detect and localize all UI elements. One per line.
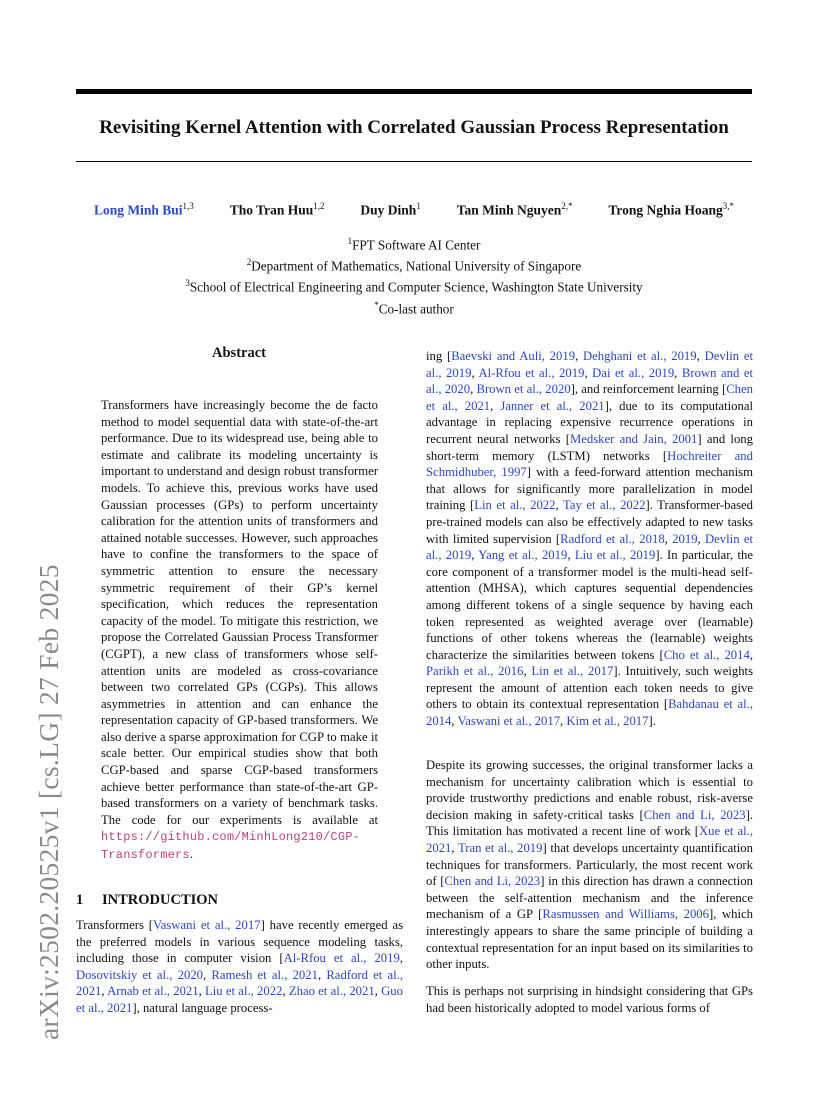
body-text: ,	[282, 984, 289, 999]
citation-link[interactable]: Baevski and Auli, 2019	[451, 349, 576, 363]
citation-link[interactable]: Liu et al., 2022	[205, 984, 283, 999]
body-text: ,	[696, 349, 705, 363]
body-text: ,	[451, 714, 458, 729]
author-name: Tho Tran Huu	[229, 202, 314, 218]
citation-link[interactable]: Radford et al., 2021	[76, 967, 404, 999]
body-text: ,	[749, 647, 753, 662]
section-heading-introduction	[76, 892, 218, 909]
citation-link[interactable]: Al-Rfou et al., 2019	[283, 951, 400, 966]
abstract-body: Transformers have increasingly become the de facto method to model sequential data with state-of-the-art performance. Due to its widespread use, being able to estimate and calibrate its modeling uncertainty is important to understand and design robust transformer models. To achieve this, previous works have used Gaussian processes (GPs) to perform uncertainty calibration for the attention units of transformers and attained notable successes. However, such approaches have to confine the transformers to the space of symmetric attention to ensure the necessary symmetric requirement of their GP’s kernel specification, which reduces the representation capacity of the model. To mitigate this restriction, we propose the Correlated Gaussian Process Transformer (CGPT), a new class of transformers whose self-attention units are modeled as cross-covariance between two correlated GPs (CGPs). This allows asymmetries in attention and can enhance the representation capacity of GP-based transformers. We also derive a sparse approximation for CGP to make it scale better. Our empirical studies show that both CGP-based and sparse CGP-based transformers achieve better performance than state-of-the-art GP-based transformers on a variety of benchmark tasks. The code for our experiments is available at	[101, 398, 378, 827]
body-text: ,	[451, 840, 458, 855]
body-text: ,	[555, 498, 563, 513]
body-text: ,	[101, 984, 108, 999]
body-text: ] that develops uncertainty quantification techniques for transformers. Particularly, the most recent work of [	[426, 840, 753, 889]
citation-link[interactable]: Dehghani et al., 2019	[583, 349, 697, 363]
body-text: ,	[203, 967, 212, 982]
citation-link[interactable]: Guo et al., 2021	[76, 984, 403, 1015]
author-name: Trong Nghia Hoang	[608, 202, 723, 218]
citation-link[interactable]: Chen and Li, 2023	[643, 807, 746, 822]
citation-link[interactable]: Devlin et al., 2019	[426, 349, 754, 380]
body-text: ,	[664, 531, 673, 546]
body-text: ] have recently emerged as the preferred models in various sequence modeling tasks, including those in computer vision [	[76, 918, 404, 966]
citation-link[interactable]: Zhao et al., 2021	[288, 984, 375, 999]
paper-title: Revisiting Kernel Attention with Correlated Gaussian Process Representation	[99, 117, 729, 138]
arxiv-stamp: arXiv:2502.20525v1 [cs.LG] 27 Feb 2025	[33, 564, 64, 1040]
intro-paragraph-1	[76, 917, 403, 1017]
affiliation-mark: *	[374, 299, 379, 310]
section-title: INTRODUCTION	[102, 892, 219, 908]
citation-link[interactable]: Vaswani et al., 2017	[152, 918, 261, 932]
citation-link[interactable]: Lin et al., 2017	[531, 664, 614, 679]
author-name: Duy Dinh	[360, 202, 417, 218]
citation-link[interactable]: Ramesh et al., 2021	[211, 967, 318, 982]
author-affiliation-mark: 1,3	[182, 201, 194, 211]
body-text: ,	[490, 398, 501, 413]
body-text: ], and reinforcement learning [	[570, 382, 727, 397]
body-text: ], due to its computational advantage in replacing expensive recurrence operations in recurrent neural networks [	[426, 398, 753, 446]
citation-link[interactable]: Brown et al., 2020	[476, 382, 571, 397]
abstract-end: .	[189, 847, 193, 862]
body-text: ]. In particular, the core component of a transformer model is the multi-head self-attention (MHSA), which captures sequential dependencies among different tokens of a single sequence by having each token represented as weighted average over (learnable) functions of other tokens whereas the (learnable) weights characterize the similarities between tokens [	[426, 548, 753, 662]
affiliation-line	[76, 275, 752, 296]
affiliation-text: FPT Software AI Center	[352, 237, 481, 253]
affiliation-mark: 2	[246, 257, 252, 268]
affiliation-text: Department of Mathematics, National University of Singapore	[251, 258, 582, 274]
section-number: 1	[76, 892, 84, 908]
body-text: ,	[697, 531, 706, 546]
body-text: ,	[374, 984, 382, 999]
citation-link[interactable]: Xue et al., 2021	[426, 824, 754, 855]
citation-link[interactable]: Al-Rfou et al., 2019	[478, 365, 585, 380]
citation-link[interactable]: Tran et al., 2019	[457, 840, 543, 855]
affiliation-mark: 1	[347, 236, 353, 246]
body-text: ,	[470, 382, 477, 397]
citation-link[interactable]: Rasmussen and Williams, 2006	[542, 907, 709, 922]
affiliation-line	[76, 233, 752, 254]
body-text: ]. Transformer-based pre-trained models can also be effectively adapted to new tasks with limited supervision [	[426, 498, 753, 546]
citation-link[interactable]: Liu et al., 2019	[574, 548, 656, 563]
citation-link[interactable]: 2019	[672, 531, 698, 546]
author	[230, 201, 325, 219]
citation-link[interactable]: Tay et al., 2022	[562, 498, 646, 513]
citation-link[interactable]: Medsker and Jain, 2001	[569, 431, 698, 446]
citation-link[interactable]: Yang et al., 2019	[478, 548, 568, 563]
abstract-text	[101, 397, 378, 864]
body-text: Transformers [	[76, 918, 153, 932]
body-text: ,	[584, 365, 593, 380]
body-text: ing [	[426, 349, 452, 363]
author	[360, 201, 420, 219]
author-affiliation-mark: 2,*	[561, 201, 573, 211]
top-rule	[76, 89, 752, 94]
affiliation-text: Co-last author	[378, 300, 454, 316]
author-name: Long Minh Bui	[94, 202, 183, 218]
body-text: ,	[471, 548, 479, 563]
body-text: ,	[198, 984, 206, 999]
body-text: ] and long short-term memory (LSTM) networks [	[426, 431, 753, 463]
body-text: ,	[575, 349, 583, 363]
citation-link[interactable]: Lin et al., 2022	[474, 498, 556, 513]
citation-link[interactable]: Janner et al., 2021	[500, 398, 605, 413]
citation-link[interactable]: Chen et al., 2021	[426, 382, 753, 413]
author-affiliation-mark: 1	[416, 201, 421, 211]
author-list	[76, 201, 752, 219]
body-text: ,	[567, 548, 575, 563]
body-text: ,	[471, 365, 479, 380]
right-paragraph-1	[426, 348, 753, 730]
body-text: Despite its growing successes, the original transformer lacks a mechanism for uncertainty calibration which is essential to provide trustworthy predictions and enable robust, risk-averse decision making in safety-critical tasks [	[426, 758, 753, 822]
code-link[interactable]: https://github.com/MinhLong210/CGP-Transformers	[101, 830, 361, 863]
author-name: Tan Minh Nguyen	[456, 202, 562, 218]
title-bottom-rule	[76, 161, 752, 162]
citation-link[interactable]: Cho et al., 2014	[663, 647, 750, 662]
body-text: This is perhaps not surprising in hindsight considering that GPs had been historically adopted to model various forms of	[426, 984, 753, 1015]
citation-link[interactable]: Bahdanau et al., 2014	[426, 697, 753, 729]
citation-link[interactable]: Dai et al., 2019	[592, 365, 675, 380]
body-text: ,	[560, 714, 567, 729]
citation-link[interactable]: Chen and Li, 2023	[444, 874, 541, 889]
body-text: ] with a feed-forward attention mechanism that allows for significantly more parallelization in model training [	[426, 465, 753, 513]
body-text: ,	[317, 967, 327, 982]
author	[94, 201, 194, 219]
author	[608, 201, 734, 219]
citation-link[interactable]: Devlin et al., 2019	[426, 531, 754, 563]
citation-link[interactable]: Dosovitskiy et al., 2020	[76, 967, 204, 982]
body-text: ,	[523, 664, 532, 679]
citation-link[interactable]: Arnab et al., 2021	[107, 984, 199, 999]
citation-link[interactable]: Brown and et al., 2020	[426, 365, 754, 397]
body-text: ], natural language process-	[132, 1000, 273, 1015]
citation-link[interactable]: Radford et al., 2018	[560, 531, 665, 546]
body-text: ] in this direction has drawn a connection between the self-attention mechanism and the inference mechanism of a GP [	[426, 874, 753, 922]
affiliation-text: School of Electrical Engineering and Computer Science, Washington State University	[189, 279, 643, 295]
body-text: ]. This limitation has motivated a recent line of work [	[426, 807, 753, 839]
author-affiliation-mark: 3,*	[722, 201, 734, 211]
right-paragraph-2	[426, 757, 753, 973]
affiliations	[76, 233, 752, 318]
body-text: ,	[674, 365, 682, 380]
body-text: ]. Intuitively, such weights represent the amount of attention each token needs to give others to obtain its contextual representation [	[426, 664, 754, 712]
author	[457, 201, 573, 219]
body-text: ,	[399, 951, 403, 966]
citation-link[interactable]: Hochreiter and Schmidhuber, 1997	[426, 448, 753, 480]
body-text: ], which interestingly appears to share the same principle of building a contextual representation for an input based on its similarities to other inputs.	[426, 907, 753, 972]
abstract-heading: Abstract	[212, 345, 266, 361]
citation-link[interactable]: Parikh et al., 2016	[426, 664, 524, 679]
right-paragraph-3	[426, 983, 753, 1016]
author-affiliation-mark: 1,2	[313, 201, 325, 211]
affiliation-mark: 3	[185, 278, 190, 289]
citation-link[interactable]: Kim et al., 2017	[566, 714, 649, 729]
citation-link[interactable]: Vaswani et al., 2017	[457, 714, 561, 729]
affiliation-line	[76, 254, 752, 275]
body-text: ].	[648, 714, 656, 729]
affiliation-line	[76, 297, 752, 318]
